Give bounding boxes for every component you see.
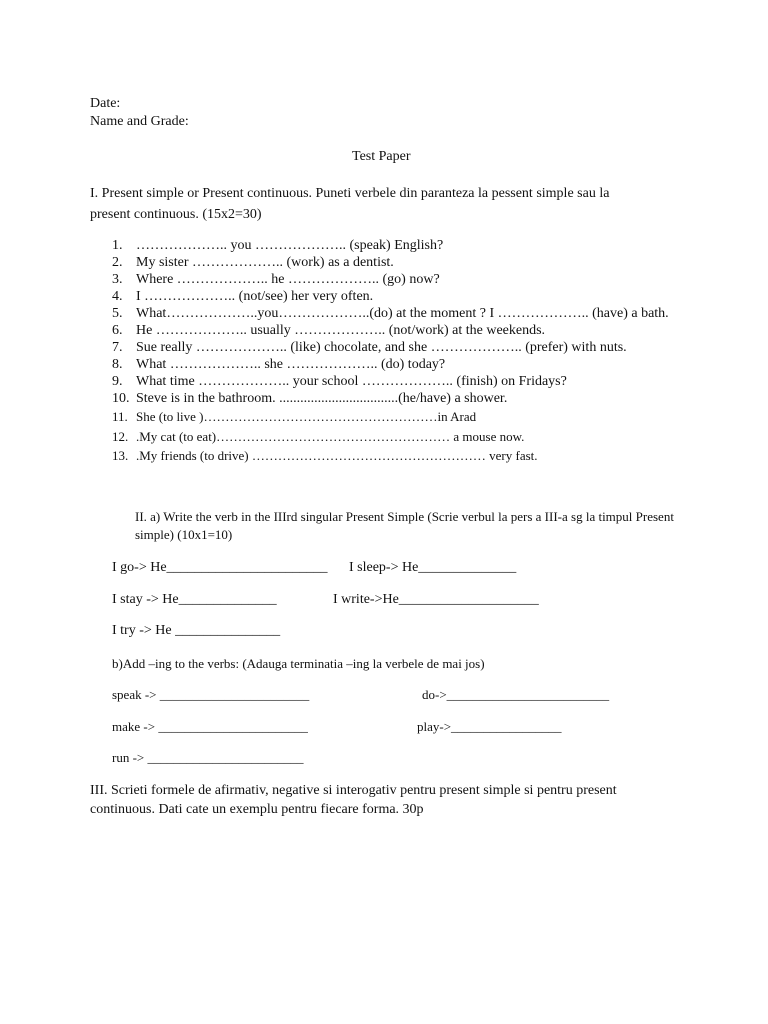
item-text: She (to live )………………………………………………in Arad — [136, 409, 477, 424]
write-answer-line: I write->He____________________ — [333, 592, 539, 607]
sleep-answer-line: I sleep-> He______________ — [349, 560, 517, 575]
exercise-list — [112, 237, 682, 464]
section-1-heading: I. Present simple or Present continuous. Puneti verbele din paranteza la pessent simple sau la present continuous. (15x2=30) — [90, 186, 610, 222]
item-number: 4. — [112, 289, 123, 304]
try-answer-line: I try -> He _______________ — [112, 623, 281, 638]
go-answer-line: I go-> He_______________________ — [112, 560, 328, 575]
item-text: What ……………….. she ……………….. (do) today? — [136, 357, 446, 372]
item-text: What………………..you………………..(do) at the moment ? I ……………….. (have) a bath. — [136, 306, 669, 321]
item-number: 12. — [112, 429, 129, 444]
item-number: 6. — [112, 323, 123, 338]
list-item — [112, 271, 682, 288]
item-text: What time ……………….. your school ……………….. (finish) on Fridays? — [136, 374, 567, 389]
item-text: Where ……………….. he ……………….. (go) now? — [136, 272, 440, 287]
run-answer-line: run -> ________________________ — [112, 750, 304, 765]
item-number: 13. — [112, 448, 129, 463]
item-number: 3. — [112, 272, 123, 287]
item-number: 10. — [112, 391, 130, 406]
play-answer-line: play->_________________ — [417, 719, 562, 734]
list-item — [112, 428, 682, 445]
date-label: Date: — [90, 96, 121, 111]
speak-answer-line: speak -> _______________________ — [112, 687, 310, 702]
item-number: 7. — [112, 340, 123, 355]
list-item — [112, 390, 682, 407]
list-item — [112, 254, 682, 271]
make-answer-line: make -> _______________________ — [112, 719, 308, 734]
item-text: ……………….. you ……………….. (speak) English? — [136, 238, 444, 253]
list-item — [112, 305, 682, 322]
item-text: .My friends (to drive) ……………………………………………… very fast. — [136, 448, 538, 463]
item-text: .My cat (to eat)……………………………………………… a mouse now. — [136, 429, 525, 444]
item-number: 1. — [112, 238, 123, 253]
list-item — [112, 339, 682, 356]
item-text: Steve is in the bathroom. ..................................(he/have) a shower. — [136, 391, 508, 406]
list-item — [112, 356, 682, 373]
stay-answer-line: I stay -> He______________ — [112, 592, 277, 607]
item-number: 2. — [112, 255, 123, 270]
item-number: 9. — [112, 374, 123, 389]
list-item — [112, 322, 682, 339]
item-text: Sue really ……………….. (like) chocolate, and she ……………….. (prefer) with nuts. — [136, 340, 627, 355]
section-2b-heading: b)Add –ing to the verbs: (Adauga terminatia –ing la verbele de mai jos) — [112, 656, 485, 671]
list-item — [112, 373, 682, 390]
list-item — [112, 288, 682, 305]
item-text: My sister ……………….. (work) as a dentist. — [136, 255, 394, 270]
section-3-heading: III. Scrieti formele de afirmativ, negative si interogativ pentru present simple si pentru present continuous. Dati cate un exemplu pentru fiecare forma. 30p — [90, 783, 617, 817]
item-text: I ……………….. (not/see) her very often. — [136, 289, 374, 304]
item-text: He ……………….. usually ……………….. (not/work) at the weekends. — [136, 323, 546, 338]
section-2a-heading: II. a) Write the verb in the IIIrd singular Present Simple (Scrie verbul la pers a III-a sg la timpul Present simple) (10x1=10) — [135, 509, 674, 542]
page-title: Test Paper — [352, 149, 411, 164]
item-number: 5. — [112, 306, 123, 321]
list-item — [112, 408, 682, 425]
name-grade-label: Name and Grade: — [90, 114, 189, 129]
item-number: 11. — [112, 409, 128, 424]
do-answer-line: do->_________________________ — [422, 687, 610, 702]
list-item — [112, 447, 682, 464]
item-number: 8. — [112, 357, 123, 372]
list-item — [112, 237, 682, 254]
